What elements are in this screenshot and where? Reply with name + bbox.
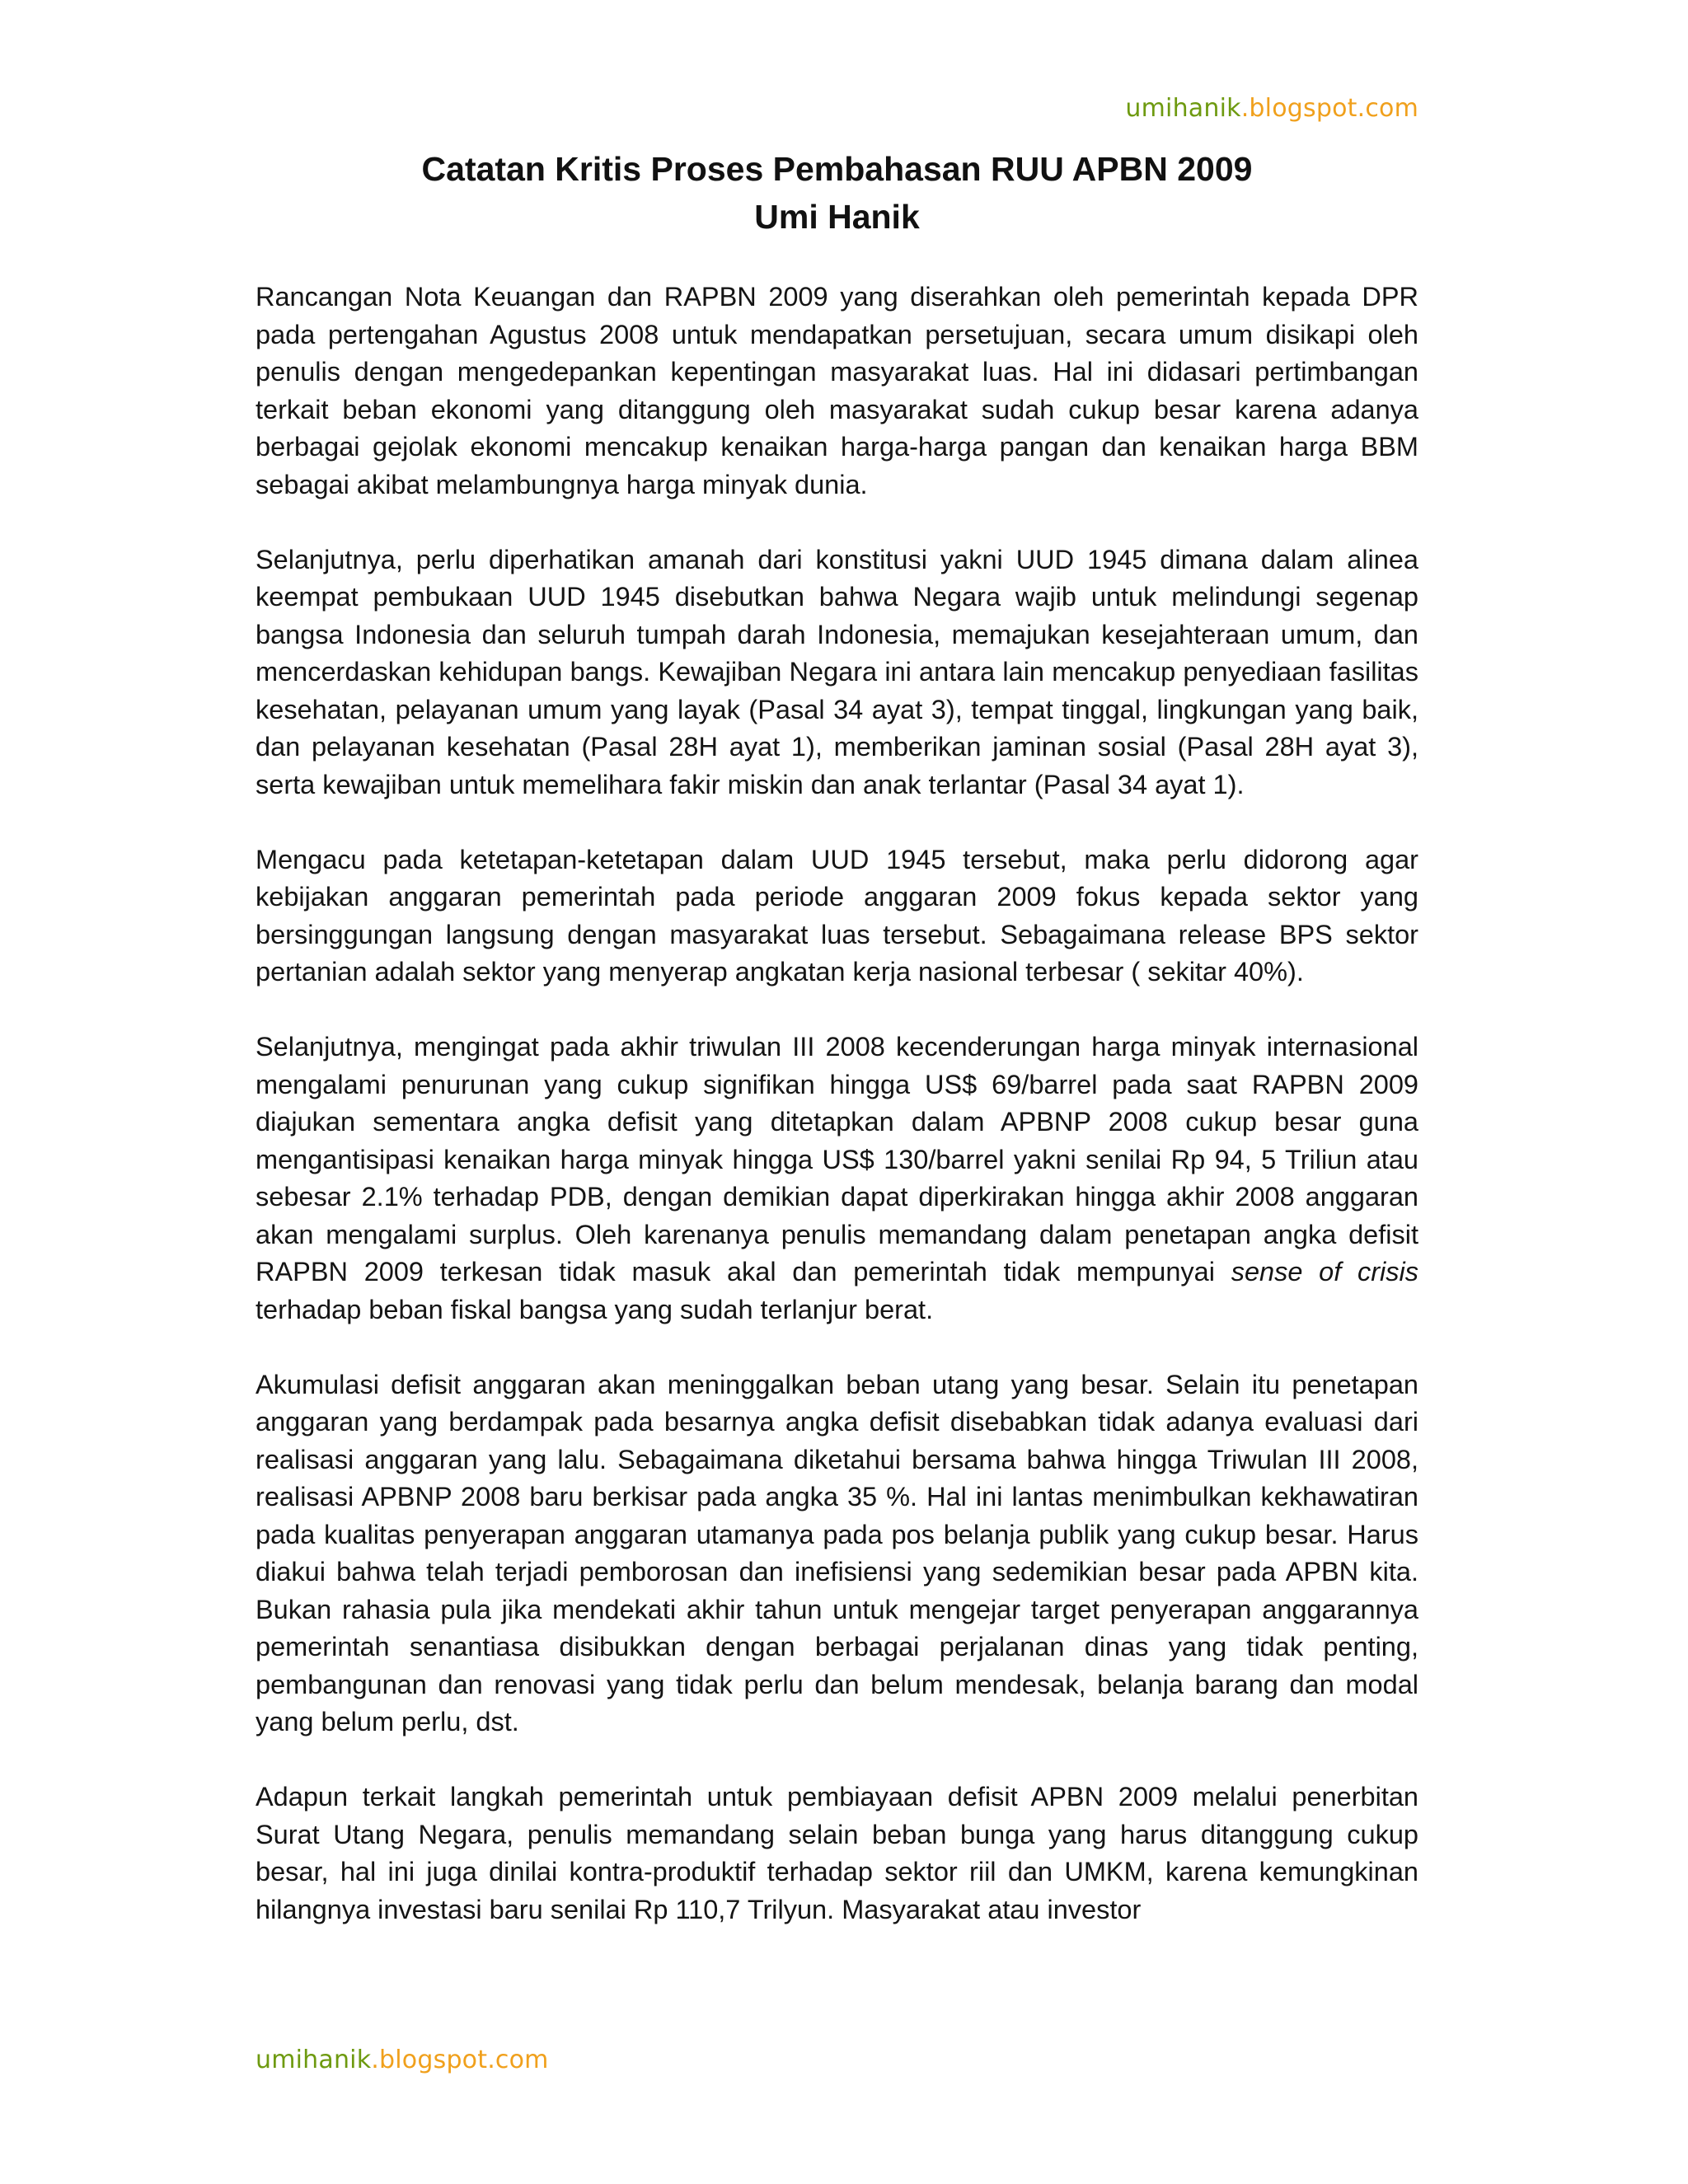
footer-watermark-domain: .blogspot.com (371, 2046, 549, 2074)
paragraph-1: Rancangan Nota Keuangan dan RAPBN 2009 yang diserahkan oleh pemerintah kepada DPR pada pertengahan Agustus 2008 untuk mendapatkan persetujuan, secara umum disikapi oleh penulis dengan mengedepankan kepentingan masyarakat luas. Hal ini didasari pertimbangan terkait beban ekonomi yang ditanggung oleh masyarakat sudah cukup besar karena adanya berbagai gejolak ekonomi mencakup kenaikan harga-harga pangan dan kenaikan harga BBM sebagai akibat melambungnya harga minyak dunia. (256, 282, 1418, 499)
document-author: Umi Hanik (754, 198, 920, 236)
title-block (256, 145, 1418, 241)
document-title: Catatan Kritis Proses Pembahasan RUU APBN 2009 (421, 150, 1253, 188)
paragraph-4-italic: sense of crisis (1231, 1257, 1418, 1286)
document-body (256, 279, 1418, 1929)
paragraph-4-text: Selanjutnya, mengingat pada akhir triwulan III 2008 kecenderungan harga minyak internasional mengalami penurunan yang cukup signifikan hingga US$ 69/barrel pada saat RAPBN 2009 diajukan sementara angka defisit yang ditetapkan dalam APBNP 2008 cukup besar guna mengantisipasi kenaikan harga minyak hingga US$ 130/barrel yakni senilai Rp 94, 5 Triliun atau sebesar 2.1% terhadap PDB, dengan demikian dapat diperkirakan hingga akhir 2008 anggaran akan mengalami surplus. Oleh karenanya penulis memandang dalam penetapan angka defisit RAPBN 2009 terkesan tidak masuk akal dan pemerintah tidak mempunyai (256, 1032, 1418, 1286)
paragraph-4-text-end: terhadap beban fiskal bangsa yang sudah terlanjur berat. (256, 1294, 934, 1324)
header-site-watermark (1125, 94, 1418, 123)
footer-watermark-name: umihanik (256, 2046, 372, 2074)
paragraph-6: Adapun terkait langkah pemerintah untuk pembiayaan defisit APBN 2009 melalui penerbitan Surat Utang Negara, penulis memandang selain beban bunga yang harus ditanggung cukup besar, hal ini juga dinilai kontra-produktif terhadap sektor riil dan UMKM, karena kemungkinan hilangnya investasi baru senilai Rp 110,7 Trilyun. Masyarakat atau investor (256, 1782, 1418, 1924)
footer-site-watermark (256, 2046, 549, 2074)
paragraph-2: Selanjutnya, perlu diperhatikan amanah dari konstitusi yakni UUD 1945 dimana dalam alinea keempat pembukaan UUD 1945 disebutkan bahwa Negara wajib untuk melindungi segenap bangsa Indonesia dan seluruh tumpah darah Indonesia, memajukan kesejahteraan umum, dan mencerdaskan kehidupan bangs. Kewajiban Negara ini antara lain mencakup penyediaan fasilitas kesehatan, pelayanan umum yang layak (Pasal 34 ayat 3), tempat tinggal, lingkungan yang baik, dan pelayanan kesehatan (Pasal 28H ayat 1), memberikan jaminan sosial (Pasal 28H ayat 3), serta kewajiban untuk memelihara fakir miskin dan anak terlantar (Pasal 34 ayat 1). (256, 544, 1418, 799)
paragraph-4 (256, 1029, 1418, 1329)
paragraph-3: Mengacu pada ketetapan-ketetapan dalam UUD 1945 tersebut, maka perlu didorong agar kebijakan anggaran pemerintah pada periode anggaran 2009 fokus kepada sektor yang bersinggungan langsung dengan masyarakat luas tersebut. Sebagaimana release BPS sektor pertanian adalah sektor yang menyerap angkatan kerja nasional terbesar ( sekitar 40%). (256, 844, 1418, 987)
watermark-name: umihanik (1125, 94, 1241, 123)
watermark-domain: .blogspot.com (1240, 94, 1418, 123)
paragraph-5: Akumulasi defisit anggaran akan meninggalkan beban utang yang besar. Selain itu penetapan anggaran yang berdampak pada besarnya angka defisit disebabkan tidak adanya evaluasi dari realisasi anggaran yang lalu. Sebagaimana diketahui bersama bahwa hingga Triwulan III 2008, realisasi APBNP 2008 baru berkisar pada angka 35 %. Hal ini lantas menimbulkan kekhawatiran pada kualitas penyerapan anggaran utamanya pada pos belanja publik yang cukup besar. Harus diakui bahwa telah terjadi pemborosan dan inefisiensi yang sedemikian besar pada APBN kita. Bukan rahasia pula jika mendekati akhir tahun untuk mengejar target penyerapan anggarannya pemerintah senantiasa disibukkan dengan berbagai perjalanan dinas yang tidak penting, pembangunan dan renovasi yang tidak perlu dan belum mendesak, belanja barang dan modal yang belum perlu, dst. (256, 1369, 1418, 1736)
